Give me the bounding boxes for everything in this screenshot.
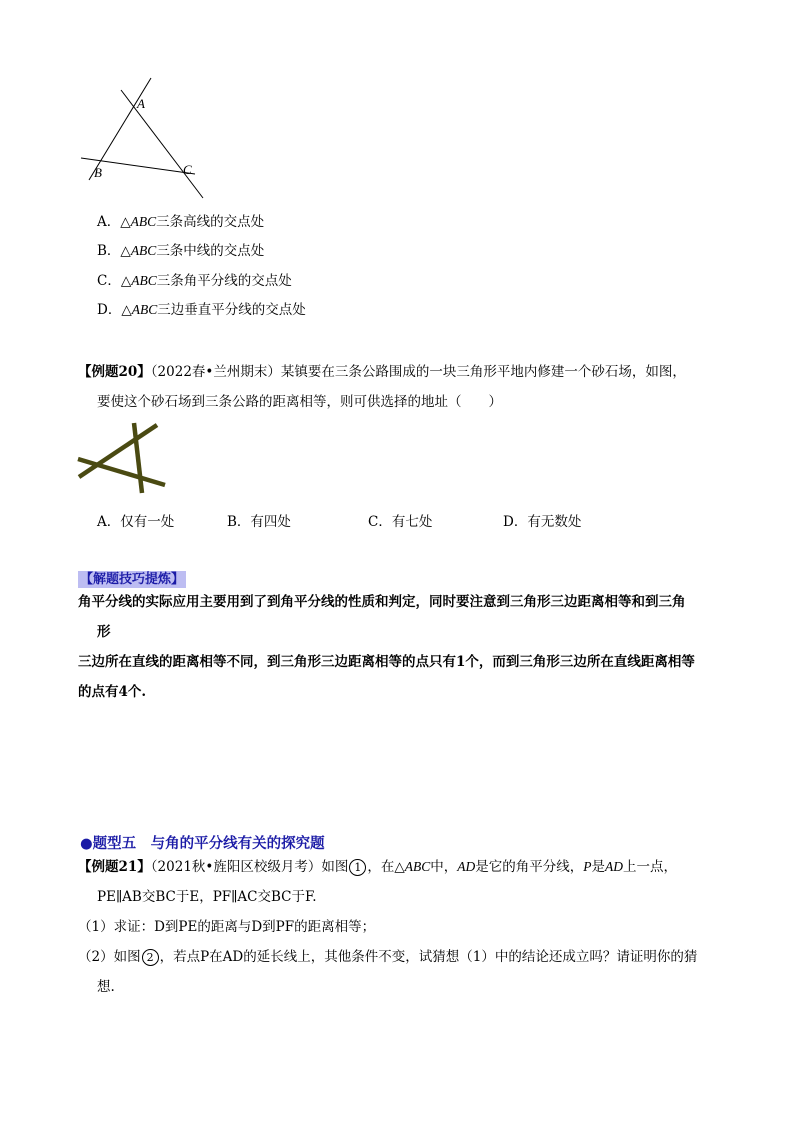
label-b: B <box>94 165 102 180</box>
q21-line-5: 想. <box>97 979 115 995</box>
q21-line-3: （1）求证：D到PE的距离与D到PF的距离相等； <box>78 919 376 935</box>
q20-option-c: C．有七处 <box>368 514 433 530</box>
figure-2-circled-number: 2 <box>142 949 159 966</box>
q19-option-a: A．△ABC三条高线的交点处 <box>97 214 265 230</box>
figure-1-circled-number: 1 <box>349 859 366 876</box>
triangle-abc-figure <box>75 70 215 205</box>
q20-line-1: 【例题20】（2022春•兰州期末）某镇要在三条公路围成的一块三角形平地内修建一个砂石场，如图， <box>78 364 686 380</box>
tips-label: 【解题技巧提炼】 <box>80 572 185 587</box>
q21-line-4: （2）如图 2 ，若点P在AD的延长线上，其他条件不变，试猜想（1）中的结论还成立吗？请证明你的猜 <box>78 949 698 965</box>
q20-option-d: D．有无数处 <box>503 514 582 530</box>
q20-option-a: A．仅有一处 <box>97 514 175 530</box>
q19-option-b: B．△ABC三条中线的交点处 <box>97 243 265 259</box>
roads-figure <box>75 415 175 497</box>
tips-line-3: 三边所在直线的距离相等不同，到三角形三边距离相等的点只有1个，而到三角形三边所在直线距离相等 <box>78 654 695 670</box>
q19-option-c: C．△ABC三条角平分线的交点处 <box>97 273 292 289</box>
tips-line-4: 的点有4个. <box>78 684 147 700</box>
label-a: A <box>137 96 145 111</box>
q19-option-d: D．△ABC三边垂直平分线的交点处 <box>97 302 306 318</box>
road-2 <box>78 459 165 485</box>
section-bullet: ● <box>80 835 93 852</box>
q21-line-1: 【例题21】（2021秋•旌阳区校级月考）如图 1 ，在△ABC中，AD是它的角平分线，P是AD上一点， <box>78 859 678 875</box>
section-heading <box>80 832 325 853</box>
q20-tag: 【例题20】 <box>78 364 151 380</box>
q20-option-b: B．有四处 <box>227 514 291 530</box>
line-through-a-c <box>121 90 203 198</box>
q21-line-2: PE∥AB交BC于E，PF∥AC交BC于F. <box>97 889 317 905</box>
q21-tag: 【例题21】 <box>78 859 151 875</box>
section-title: 题型五 与角的平分线有关的探究题 <box>92 835 325 852</box>
q20-line-2: 要使这个砂石场到三条公路的距离相等，则可供选择的地址（ ） <box>97 394 502 410</box>
tips-line-1: 角平分线的实际应用主要用到了到角平分线的性质和判定，同时要注意到三角形三边距离相等和到三角 <box>78 594 686 610</box>
tips-line-2: 形 <box>97 624 111 640</box>
label-c: C <box>183 162 192 177</box>
